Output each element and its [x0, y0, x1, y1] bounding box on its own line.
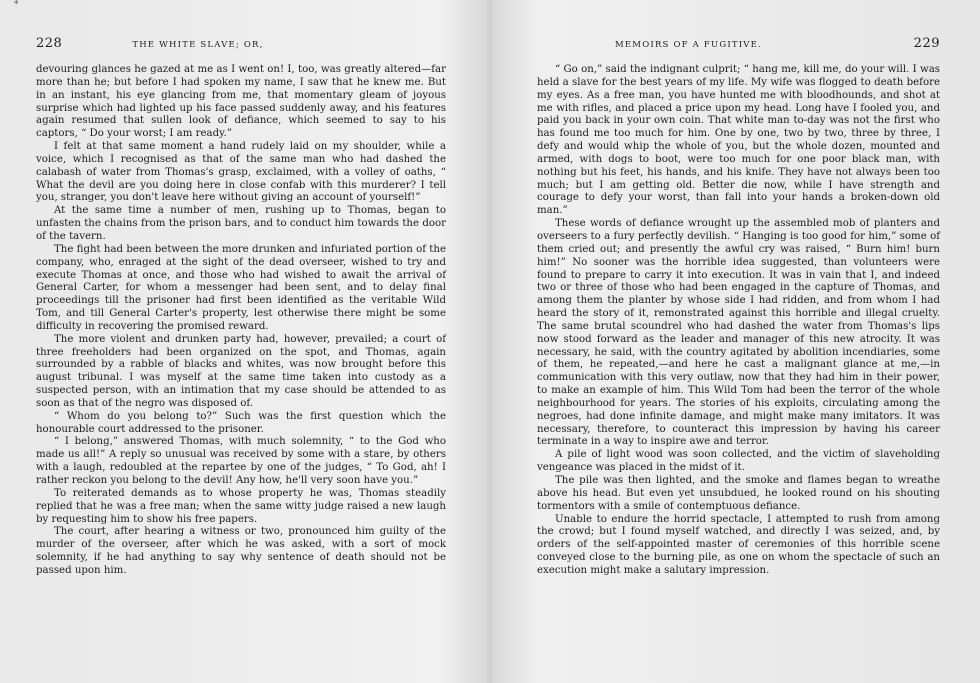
right-page-number: 229	[913, 36, 940, 51]
paragraph: The fight had been between the more drunken and infuriated portion of the company, who, enraged at the sight of the dead overseer, wished to try and execute Thomas at once, and those who had wished to await the arrival of General Carter, for whom a messenger had been sent, and to delay final proceedings till the prisoner had first been identified as the veritable Wild Tom, and till General Carter's property, lest otherwise there might be some difficulty in recovering the promised reward.	[36, 243, 446, 332]
right-running-head	[537, 36, 940, 56]
left-page-number: 228	[36, 36, 63, 51]
paragraph: The more violent and drunken party had, however, prevailed; a court of three freeholders had been organized on the spot, and Thomas, again surrounded by a rabble of blacks and whites, was now brought before this august tribunal. I was myself at the same time taken into custody as a suspected person, with an intimation that my case should be attended to as soon as that of the negro was disposed of.	[36, 333, 446, 409]
corner-mark: *	[14, 0, 19, 10]
paragraph: To reiterated demands as to whose property he was, Thomas steadily replied that he was a free man; when the same witty judge raised a new laugh by requesting him to show his free papers.	[36, 487, 446, 525]
paragraph: devouring glances he gazed at me as I went on! I, too, was greatly altered—far more than he; but before I had spoken my name, I saw that he knew me. But in an instant, his eye glancing from me, that momentary gleam of joyous surprise which had lighted up his face passed suddenly away, and his features again resumed that sullen look of defiance, which seemed to say to his captors, “ Do your worst; I am ready.”	[36, 64, 446, 140]
paragraph: The court, after hearing a witness or two, pronounced him guilty of the murder of the overseer, after which he was asked, with a sort of mock solemnity, if he had anything to say why sentence of death should not be passed upon him.	[36, 526, 446, 576]
paragraph: Unable to endure the horrid spectacle, I attempted to rush from among the crowd; but I found myself watched, and directly I was seized, and, by orders of the self-appointed master of ceremonies of this horrible scene conveyed close to the burning pile, as one on whom the spectacle of such an execution might make a salutary impression.	[537, 513, 940, 576]
right-page	[490, 0, 980, 683]
paragraph: These words of defiance wrought up the assembled mob of planters and overseers to a fury perfectly devilish. “ Hanging is too good for him,” some of them cried out; and presently the awful cry was raised, “ Burn him! burn him!” No sooner was the horrible idea suggested, than volunteers were found to prepare to carry it into execution. It was in vain that I, and indeed two or three of those who had been engaged in the capture of Thomas, and among them the planter by whose side I had ridden, and from whom I had heard the story of it, remonstrated against this horrible and illegal cruelty. The same brutal scoundrel who had dashed the water from Thomas's lips now stood forward as the leader and manager of this new atrocity. It was necessary, he said, with the country agitated by abolition incendiaries, some of them, he repeated,—and here he cast a malignant glance at me,—in communication with this very outlaw, now that they had him in their power, to make an example of him. This Wild Tom had been the terror of the whole neighbourhood for years. The stories of his exploits, circulating among the negroes, had done infinite damage, and might make many imitators. It was necessary, therefore, to counteract this impression by having his career terminate in a way to inspire awe and terror.	[537, 218, 940, 448]
left-running-head	[36, 36, 446, 56]
paragraph: “ Go on,” said the indignant culprit; “ hang me, kill me, do your will. I was held a slave for the best years of my life. My wife was flogged to death before my eyes. As a free man, you have hunted me with bloodhounds, and shot at me with rifles, and placed a price upon my head. Long have I fooled you, and paid you back in your own coin. That white man to-day was not the first who has found me too much for him. One by one, two by two, three by three, I defy and would whip the whole of you, but the whole dozen, mounted and armed, with dogs to boot, were too much for one poor black man, with nothing but his feet, his hands, and his knife. They have not always been too much; but I am getting old. Better die now, while I have strength and courage to defy your worst, than fall into your hands a broken-down old man.”	[537, 64, 940, 217]
paragraph: A pile of light wood was soon collected, and the victim of slaveholding vengeance was placed in the midst of it.	[537, 449, 940, 474]
right-page-text	[537, 64, 940, 578]
paragraph: I felt at that same moment a hand rudely laid on my shoulder, while a voice, which I recognised as that of the same man who had dashed the calabash of water from Thomas's grasp, exclaimed, with a volley of oaths, “ What the devil are you doing here in close confab with this murderer? I tell you, stranger, you don't leave here without giving an account of yourself!”	[36, 141, 446, 204]
left-running-title: THE WHITE SLAVE; OR,	[132, 40, 264, 50]
right-running-title: MEMOIRS OF A FUGITIVE.	[615, 40, 762, 50]
paragraph: “ Whom do you belong to?” Such was the first question which the honourable court addressed to the prisoner.	[36, 410, 446, 435]
paragraph: “ I belong,” answered Thomas, with much solemnity, “ to the God who made us all!” A reply so unusual was received by some with a stare, by others with a laugh, redoubled at the repartee by one of the judges, “ To God, ah! I rather reckon you belong to the devil! Any how, he'll very soon have you.”	[36, 436, 446, 486]
left-page-text	[36, 64, 446, 578]
paragraph: At the same time a number of men, rushing up to Thomas, began to unfasten the chains from the prison bars, and to conduct him towards the door of the tavern.	[36, 205, 446, 242]
paragraph: The pile was then lighted, and the smoke and flames began to wreathe above his head. But even yet unsubdued, he looked round on his shouting tormentors with a smile of contemptuous defiance.	[537, 475, 940, 512]
